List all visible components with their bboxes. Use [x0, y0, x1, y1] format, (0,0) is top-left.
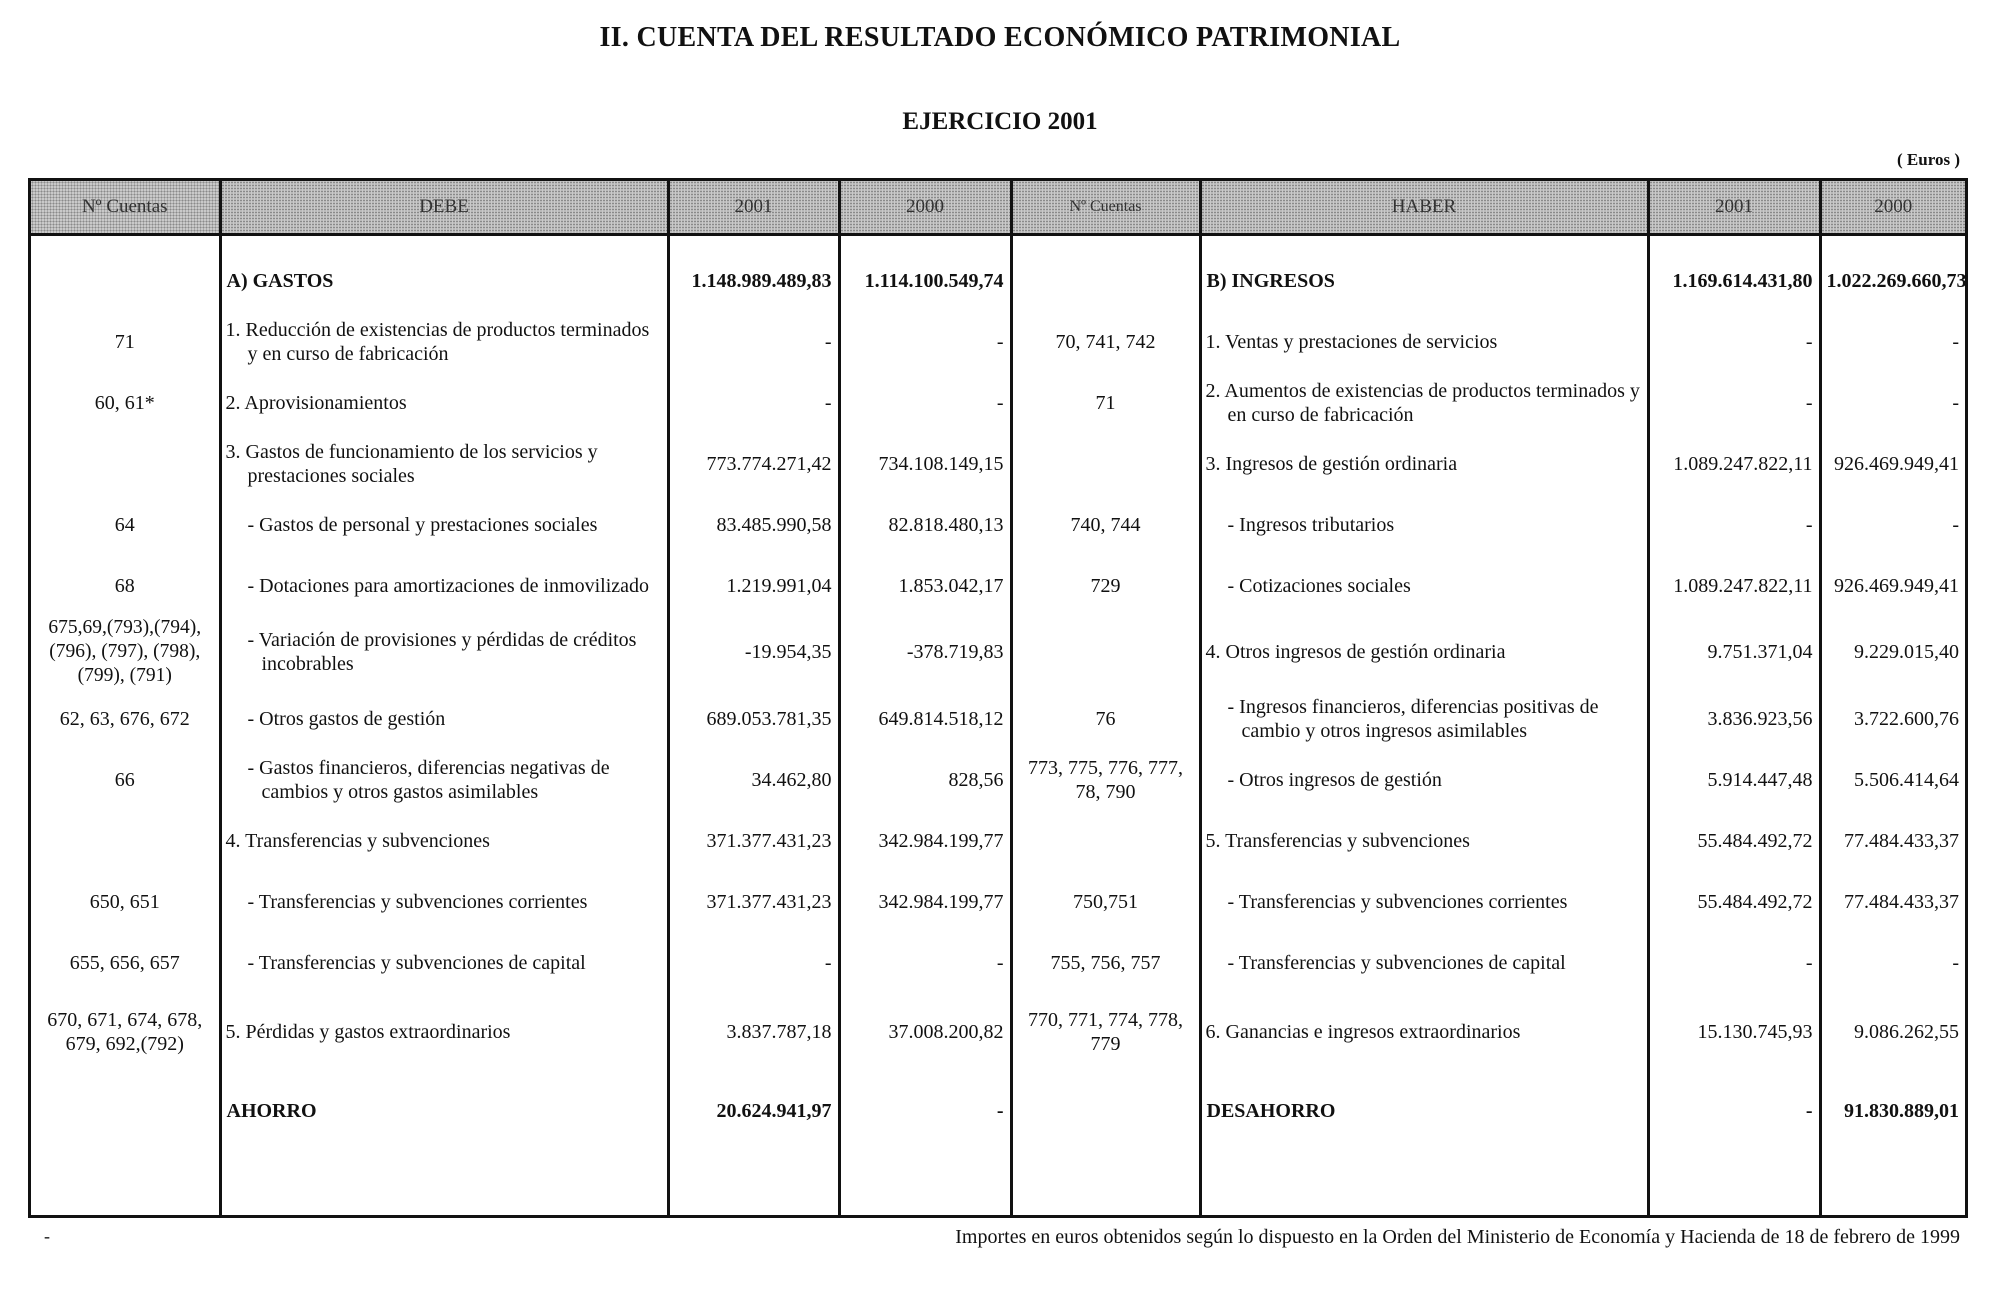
- haber-label: 2. Aumentos de existencias de productos terminados y en curso de fabricación: [1200, 372, 1648, 433]
- debe-label: - Otros gastos de gestión: [220, 688, 668, 749]
- fiscal-year-subtitle: EJERCICIO 2001: [902, 108, 1098, 135]
- debe-2000: -: [839, 311, 1011, 372]
- account-codes: 70, 741, 742: [1011, 311, 1200, 372]
- haber-2001: -: [1648, 932, 1820, 993]
- debe-label: 2. Aprovisionamientos: [220, 372, 668, 433]
- header-debe: DEBE: [220, 181, 668, 235]
- account-codes: 655, 656, 657: [69, 951, 180, 974]
- footnote: Importes en euros obtenidos según lo dispuesto en la Orden del Ministerio de Economía y Hacienda de 18 de febrero de 1999: [955, 1226, 1960, 1248]
- haber-2001: 15.130.745,93: [1648, 993, 1820, 1071]
- account-codes: [31, 810, 220, 871]
- debe-label: 5. Pérdidas y gastos extraordinarios: [220, 993, 668, 1071]
- haber-label: 4. Otros ingresos de gestión ordinaria: [1200, 616, 1648, 688]
- header-cuentas-left: Nº Cuentas: [31, 181, 220, 235]
- account-codes: 675,69,(793),(794), (796), (797), (798), (799), (791): [48, 617, 202, 686]
- account-codes: 62, 63, 676, 672: [59, 707, 190, 730]
- account-codes: 68: [114, 574, 135, 597]
- account-codes: 740, 744: [1011, 494, 1200, 555]
- account-codes: 773, 775, 776, 777, 78, 790: [1011, 749, 1200, 810]
- debe-2000: 734.108.149,15: [839, 433, 1011, 494]
- debe-2000: 342.984.199,77: [839, 871, 1011, 932]
- account-codes: [1011, 433, 1200, 494]
- haber-2000: -: [1820, 311, 1965, 372]
- haber-2000: 9.229.015,40: [1820, 616, 1965, 688]
- haber-2001: 1.089.247.822,11: [1648, 433, 1820, 494]
- account-codes: [1011, 810, 1200, 871]
- header-cuentas-right: Nº Cuentas: [1011, 181, 1200, 235]
- ahorro-2000: -: [839, 1071, 1011, 1151]
- debe-label: 1. Reducción de existencias de productos terminados y en curso de fabricación: [220, 311, 668, 372]
- account-codes: [1011, 250, 1200, 311]
- debe-2001: -: [668, 311, 839, 372]
- table-row: [31, 810, 1965, 871]
- account-codes: 76: [1011, 688, 1200, 749]
- table-row: [31, 932, 1965, 993]
- haber-2001: -: [1648, 494, 1820, 555]
- debe-2001: 1.219.991,04: [668, 555, 839, 616]
- ahorro-label: AHORRO: [220, 1071, 668, 1151]
- haber-2000: 9.086.262,55: [1820, 993, 1965, 1071]
- haber-2000: -: [1820, 372, 1965, 433]
- footnote-mark: -: [44, 1226, 50, 1246]
- haber-2000: 926.469.949,41: [1820, 555, 1965, 616]
- desahorro-label: DESAHORRO: [1200, 1071, 1648, 1151]
- table-row: [31, 871, 1965, 932]
- debe-2000: 37.008.200,82: [839, 993, 1011, 1071]
- haber-2001: 3.836.923,56: [1648, 688, 1820, 749]
- table-row: [31, 993, 1965, 1071]
- table-row: [31, 555, 1965, 616]
- debe-2000: 828,56: [839, 749, 1011, 810]
- haber-2000: 1.022.269.660,73: [1820, 250, 1965, 311]
- table-row: [31, 372, 1965, 433]
- haber-2001: 55.484.492,72: [1648, 810, 1820, 871]
- account-codes: 650, 651: [89, 890, 160, 913]
- haber-label: - Transferencias y subvenciones de capital: [1200, 932, 1648, 993]
- debe-2001: 773.774.271,42: [668, 433, 839, 494]
- haber-label: B) INGRESOS: [1200, 250, 1648, 311]
- table-row: [31, 749, 1965, 810]
- debe-label: - Transferencias y subvenciones corrientes: [220, 871, 668, 932]
- account-codes: 670, 671, 674, 678, 679, 692,(792): [47, 1009, 203, 1055]
- header-row: [31, 181, 1965, 235]
- debe-2000: 342.984.199,77: [839, 810, 1011, 871]
- desahorro-2000: 91.830.889,01: [1820, 1071, 1965, 1151]
- debe-2000: -: [839, 372, 1011, 433]
- haber-label: - Transferencias y subvenciones corrientes: [1200, 871, 1648, 932]
- account-codes: 60, 61*: [94, 391, 155, 414]
- haber-2000: -: [1820, 494, 1965, 555]
- table-row-filler: [31, 1151, 1965, 1215]
- debe-2001: 1.148.989.489,83: [668, 250, 839, 311]
- haber-2000: 926.469.949,41: [1820, 433, 1965, 494]
- haber-2001: 1.089.247.822,11: [1648, 555, 1820, 616]
- ahorro-2001: 20.624.941,97: [668, 1071, 839, 1151]
- haber-2001: 5.914.447,48: [1648, 749, 1820, 810]
- results-account-table: [28, 178, 1968, 1218]
- debe-label: - Variación de provisiones y pérdidas de créditos incobrables: [220, 616, 668, 688]
- haber-2001: 55.484.492,72: [1648, 871, 1820, 932]
- header-haber: HABER: [1200, 181, 1648, 235]
- account-codes: 71: [114, 330, 135, 353]
- account-codes: [1011, 1071, 1200, 1151]
- debe-2000: 1.853.042,17: [839, 555, 1011, 616]
- debe-label: - Gastos de personal y prestaciones sociales: [220, 494, 668, 555]
- debe-2001: 371.377.431,23: [668, 871, 839, 932]
- debe-2001: -: [668, 932, 839, 993]
- header-2001-left: 2001: [668, 181, 839, 235]
- haber-label: 6. Ganancias e ingresos extraordinarios: [1200, 993, 1648, 1071]
- table-row: [31, 616, 1965, 688]
- table-row: [31, 494, 1965, 555]
- debe-2000: 649.814.518,12: [839, 688, 1011, 749]
- account-codes: [1011, 616, 1200, 688]
- haber-2000: -: [1820, 932, 1965, 993]
- debe-2001: 689.053.781,35: [668, 688, 839, 749]
- debe-label: - Dotaciones para amortizaciones de inmovilizado: [220, 555, 668, 616]
- account-codes: 750,751: [1011, 871, 1200, 932]
- account-codes: 64: [114, 513, 135, 536]
- haber-2001: -: [1648, 311, 1820, 372]
- debe-2001: 34.462,80: [668, 749, 839, 810]
- table-row: [31, 433, 1965, 494]
- table-row: [31, 688, 1965, 749]
- page-title: II. CUENTA DEL RESULTADO ECONÓMICO PATRIMONIAL: [599, 22, 1401, 53]
- debe-2000: -: [839, 932, 1011, 993]
- haber-2001: -: [1648, 372, 1820, 433]
- debe-2000: 82.818.480,13: [839, 494, 1011, 555]
- account-codes: [31, 433, 220, 494]
- haber-label: 3. Ingresos de gestión ordinaria: [1200, 433, 1648, 494]
- header-2001-right: 2001: [1648, 181, 1820, 235]
- debe-2000: 1.114.100.549,74: [839, 250, 1011, 311]
- debe-2001: -19.954,35: [668, 616, 839, 688]
- account-codes: [31, 1071, 220, 1151]
- table-row-result: [31, 1071, 1965, 1151]
- haber-label: - Cotizaciones sociales: [1200, 555, 1648, 616]
- account-codes: 755, 756, 757: [1011, 932, 1200, 993]
- haber-2000: 77.484.433,37: [1820, 810, 1965, 871]
- haber-label: - Ingresos tributarios: [1200, 494, 1648, 555]
- desahorro-2001: -: [1648, 1071, 1820, 1151]
- haber-2001: 1.169.614.431,80: [1648, 250, 1820, 311]
- account-codes: 66: [114, 768, 135, 791]
- haber-label: 1. Ventas y prestaciones de servicios: [1200, 311, 1648, 372]
- haber-2000: 5.506.414,64: [1820, 749, 1965, 810]
- haber-label: - Ingresos financieros, diferencias positivas de cambio y otros ingresos asimilables: [1200, 688, 1648, 749]
- haber-label: - Otros ingresos de gestión: [1200, 749, 1648, 810]
- haber-2001: 9.751.371,04: [1648, 616, 1820, 688]
- account-codes: 71: [1011, 372, 1200, 433]
- units-label: ( Euros ): [1897, 150, 1960, 169]
- haber-label: 5. Transferencias y subvenciones: [1200, 810, 1648, 871]
- haber-2000: 3.722.600,76: [1820, 688, 1965, 749]
- debe-label: 4. Transferencias y subvenciones: [220, 810, 668, 871]
- haber-2000: 77.484.433,37: [1820, 871, 1965, 932]
- account-codes: 770, 771, 774, 778, 779: [1011, 993, 1200, 1071]
- debe-label: 3. Gastos de funcionamiento de los servicios y prestaciones sociales: [220, 433, 668, 494]
- table-row: [31, 311, 1965, 372]
- debe-label: - Gastos financieros, diferencias negativas de cambios y otros gastos asimilables: [220, 749, 668, 810]
- debe-2001: -: [668, 372, 839, 433]
- table-row-totals: [31, 250, 1965, 311]
- debe-label: - Transferencias y subvenciones de capital: [220, 932, 668, 993]
- debe-2000: -378.719,83: [839, 616, 1011, 688]
- debe-2001: 3.837.787,18: [668, 993, 839, 1071]
- header-2000-right: 2000: [1820, 181, 1965, 235]
- debe-label: A) GASTOS: [220, 250, 668, 311]
- account-codes: 729: [1011, 555, 1200, 616]
- account-codes: [31, 250, 220, 311]
- header-2000-left: 2000: [839, 181, 1011, 235]
- debe-2001: 83.485.990,58: [668, 494, 839, 555]
- debe-2001: 371.377.431,23: [668, 810, 839, 871]
